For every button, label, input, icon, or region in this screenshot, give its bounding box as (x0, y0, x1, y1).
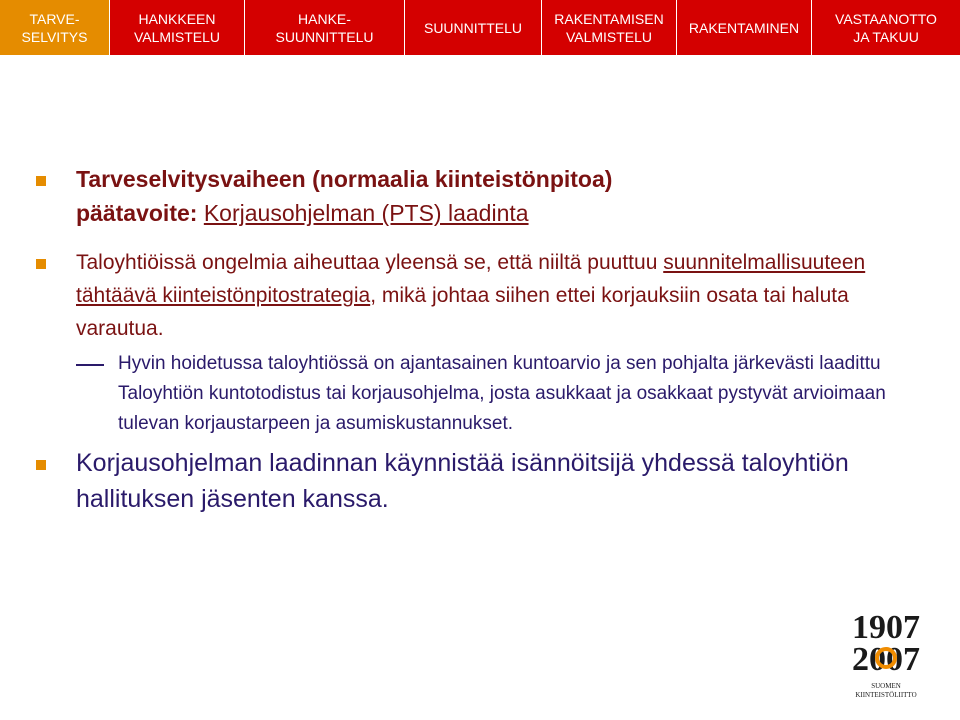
tab-rakentaminen[interactable]: RAKENTAMINEN (677, 0, 812, 55)
bullet-square-icon (36, 460, 46, 470)
tab-rakentamisen-valmistelu[interactable]: RAKENTAMISEN VALMISTELU (542, 0, 677, 55)
bullet-main-goal (36, 162, 916, 230)
tab-hankesuunnittelu[interactable]: HANKE- SUUNNITTELU (245, 0, 405, 55)
dash-icon (76, 364, 104, 366)
problem-text-start: Taloyhtiöissä ongelmia aiheuttaa yleensä se, että niiltä puuttuu (76, 251, 658, 274)
logo-year-bottom: 2007 (852, 641, 920, 678)
slide-content (36, 162, 916, 517)
bullet-problem (36, 246, 916, 345)
logo-graphic (846, 608, 926, 708)
tab-suunnittelu[interactable]: SUUNNITTELU (405, 0, 542, 55)
bullet-square-icon (36, 176, 46, 186)
kiinteistoliitto-logo (846, 608, 926, 708)
sub-bullet-condition (36, 349, 916, 439)
bullet-square-icon (36, 259, 46, 269)
strategy-link[interactable]: suunnitelmallisuuteen tähtäävä kiinteistönpitostrategia (76, 251, 866, 307)
sub-bullet-text: Hyvin hoidetussa taloyhtiössä on ajantasainen kuntoarvio ja sen pohjalta järkevästi laadittu Taloyhtiön kuntotodistus tai korjausohjelma, josta asukkaat ja osakkaat pystyvät arvioimaan tulevan korjaustarpeen ja asumiskustannukset. (118, 353, 886, 434)
main-goal-prefix: päätavoite: (76, 200, 204, 226)
tab-hankkeen-valmistelu[interactable]: HANKKEEN VALMISTELU (110, 0, 245, 55)
tab-vastaanotto-ja-takuu[interactable]: VASTAANOTTO JA TAKUU (812, 0, 960, 55)
problem-text-end: , mikä johtaa siihen ettei korjauksiin osata tai haluta varautua. (76, 284, 849, 340)
initiation-text: Korjausohjelman laadinnan käynnistää isännöitsijä yhdessä taloyhtiön hallituksen jäsenten kanssa. (76, 449, 849, 513)
main-goal-line2 (76, 196, 916, 230)
phase-navigation (0, 0, 960, 55)
main-goal-line1: Tarveselvitysvaiheen (normaalia kiinteistönpitoa) (76, 166, 613, 192)
bullet-initiation (36, 445, 916, 517)
tab-tarveselvitys[interactable]: TARVE- SELVITYS (0, 0, 110, 55)
logo-org-line2: KIINTEISTÖLIITTO (855, 691, 917, 699)
logo-org-line1: SUOMEN (871, 682, 901, 690)
korjausohjelma-link[interactable]: Korjausohjelman (PTS) laadinta (203, 200, 529, 226)
logo-year-top: 1907 (852, 609, 920, 646)
